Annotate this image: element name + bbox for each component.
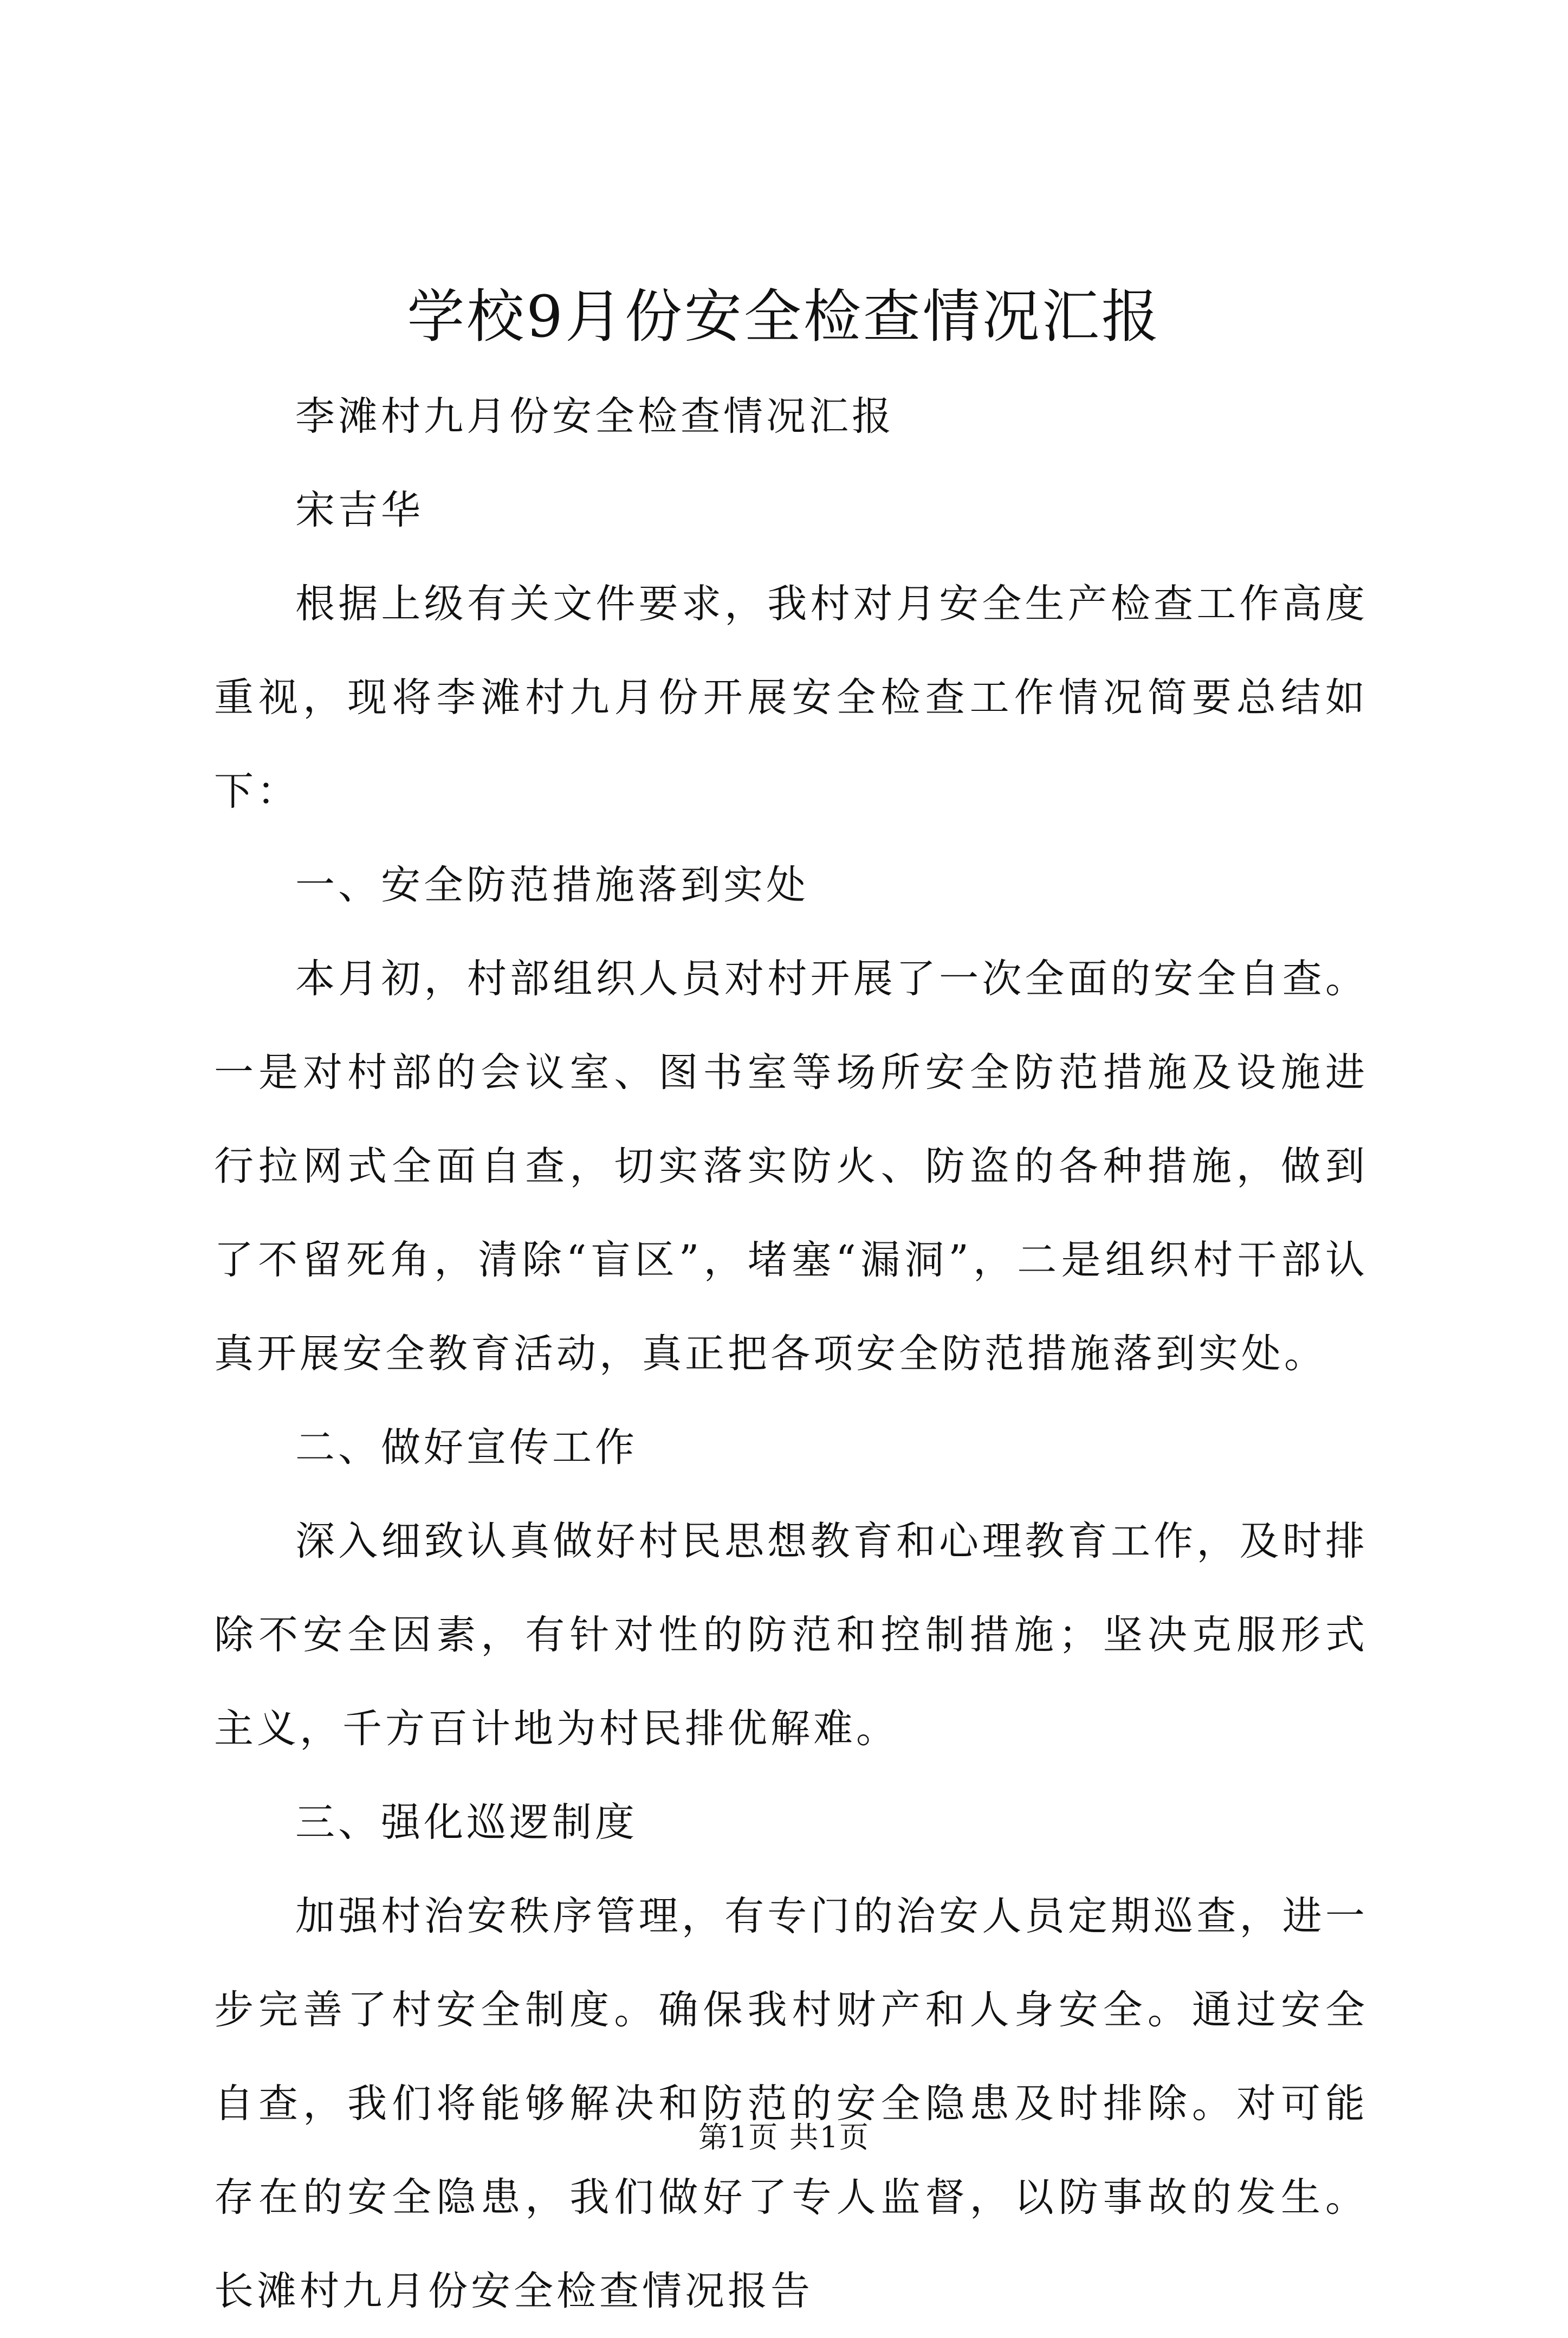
section-body-2: 深入细致认真做好村民思想教育和心理教育工作，及时排除不安全因素，有针对性的防范和控制措施；坚决克服形式主义，千方百计地为村民排优解难。 bbox=[214, 1518, 1368, 1752]
document-title: 学校9月份安全检查情况汇报 bbox=[407, 283, 1161, 350]
intro-paragraph: 根据上级有关文件要求，我村对月安全生产检查工作高度重视，现将李滩村九月份开展安全检查工作情况简要总结如下： bbox=[214, 581, 1368, 814]
section-body-3: 加强村治安秩序管理，有专门的治安人员定期巡查，进一步完善了村安全制度。确保我村财产和人身安全。通过安全自查，我们将能够解决和防范的安全隐患及时排除。对可能存在的安全隐患，我们做好了专人监督，以防事故的发生。长滩村九月份安全检查情况报告 bbox=[214, 1893, 1368, 2314]
section-heading-1: 一、安全防范措施落到实处 bbox=[295, 862, 809, 908]
subtitle-paragraph: 李滩村九月份安全检查情况汇报 bbox=[295, 393, 895, 439]
author-paragraph: 宋吉华 bbox=[295, 487, 424, 533]
page-number-footer: 第1页 共1页 bbox=[698, 2120, 870, 2154]
section-heading-3: 三、强化巡逻制度 bbox=[295, 1799, 638, 1845]
section-body-1: 本月初，村部组织人员对村开展了一次全面的安全自查。一是对村部的会议室、图书室等场所安全防范措施及设施进行拉网式全面自查，切实落实防火、防盗的各种措施，做到了不留死角，清除“盲区”，堵塞“漏洞”，二是组织村干部认真开展安全教育活动，真正把各项安全防范措施落到实处。 bbox=[214, 956, 1368, 1377]
document-body bbox=[214, 370, 1368, 2338]
section-heading-2: 二、做好宣传工作 bbox=[295, 1424, 638, 1471]
